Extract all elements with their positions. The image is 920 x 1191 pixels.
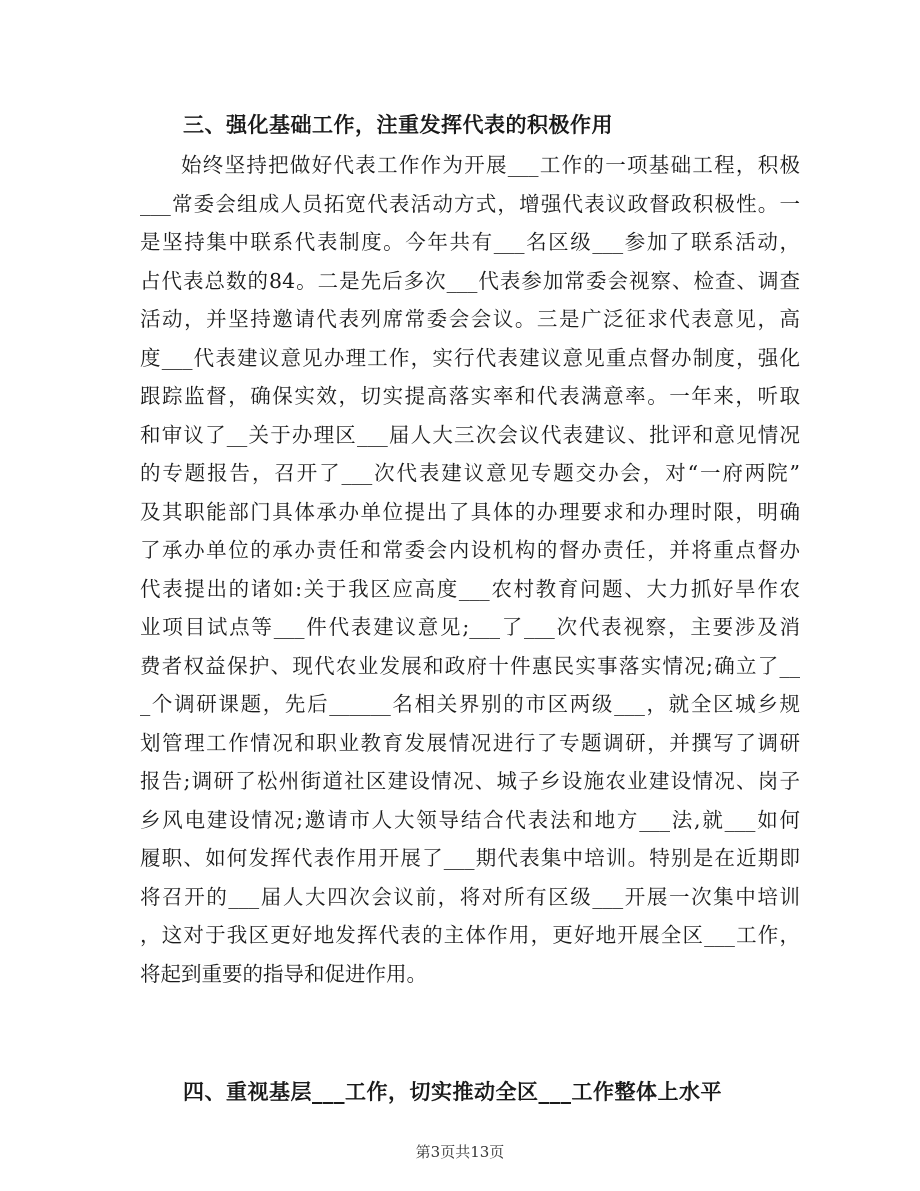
paragraph-line: 是坚持集中联系代表制度。今年共有___名区级___参加了联系活动， (140, 230, 800, 254)
section-heading-3: 三、强化基础工作，注重发挥代表的积极作用 (183, 113, 613, 137)
paragraph-line: ___常委会组成人员拓宽代表活动方式，增强代表议政督政积极性。一 (140, 191, 800, 216)
section-heading-4: 四、重视基层___工作，切实推动全区___工作整体上水平 (183, 1080, 722, 1104)
paragraph-line: 占代表总数的84。二是先后多次___代表参加常委会视察、检查、调查 (140, 268, 800, 293)
paragraph-line: 报告;调研了松州街道社区建设情况、城子乡设施农业建设情况、岗子 (140, 769, 800, 793)
paragraph-line: 和审议了__关于办理区___届人大三次会议代表建议、批评和意见情况 (140, 422, 800, 447)
paragraph-line: 及其职能部门具体承办单位提出了具体的办理要求和办理时限，明确 (140, 499, 800, 524)
paragraph-line: 代表提出的诸如:关于我区应高度___农村教育问题、大力抓好旱作农 (140, 576, 800, 601)
paragraph-line: 履职、如何发挥代表作用开展了___期代表集中培训。特别是在近期即 (140, 846, 800, 870)
paragraph-line: 划管理工作情况和职业教育发展情况进行了专题调研，并撰写了调研 (140, 730, 800, 755)
section-body-paragraph (140, 146, 800, 993)
paragraph-line: ，这对于我区更好地发挥代表的主体作用，更好地开展全区___工作， (140, 923, 800, 947)
paragraph-line: 乡风电建设情况;邀请市人大领导结合代表法和地方___法,就___如何 (140, 807, 800, 832)
paragraph-line: 活动，并坚持邀请代表列席常委会会议。三是广泛征求代表意见，高 (140, 307, 800, 331)
paragraph-line: 始终坚持把做好代表工作作为开展___工作的一项基础工程，积极 (181, 153, 800, 177)
paragraph-line: 费者权益保护、现代农业发展和政府十件惠民实事落实情况;确立了__ (140, 653, 800, 678)
paragraph-line: 度___代表建议意见办理工作，实行代表建议意见重点督办制度，强化 (140, 345, 800, 370)
paragraph-line: 跟踪监督，确保实效，切实提高落实率和代表满意率。一年来，听取 (140, 384, 800, 408)
paragraph-line: _个调研课题，先后______名相关界别的市区两级___，就全区城乡规 (140, 692, 800, 716)
paragraph-line: 了承办单位的承办责任和常委会内设机构的督办责任，并将重点督办 (140, 538, 800, 562)
paragraph-line: 业项目试点等___件代表建议意见;___了___次代表视察，主要涉及消 (140, 615, 800, 639)
paragraph-line: 将召开的___届人大四次会议前，将对所有区级___开展一次集中培训 (140, 884, 800, 909)
paragraph-line: 的专题报告，召开了___次代表建议意见专题交办会，对“一府两院” (140, 461, 800, 485)
page-number: 第3页共13页 (415, 1143, 505, 1161)
paragraph-line: 将起到重要的指导和促进作用。 (140, 961, 427, 986)
